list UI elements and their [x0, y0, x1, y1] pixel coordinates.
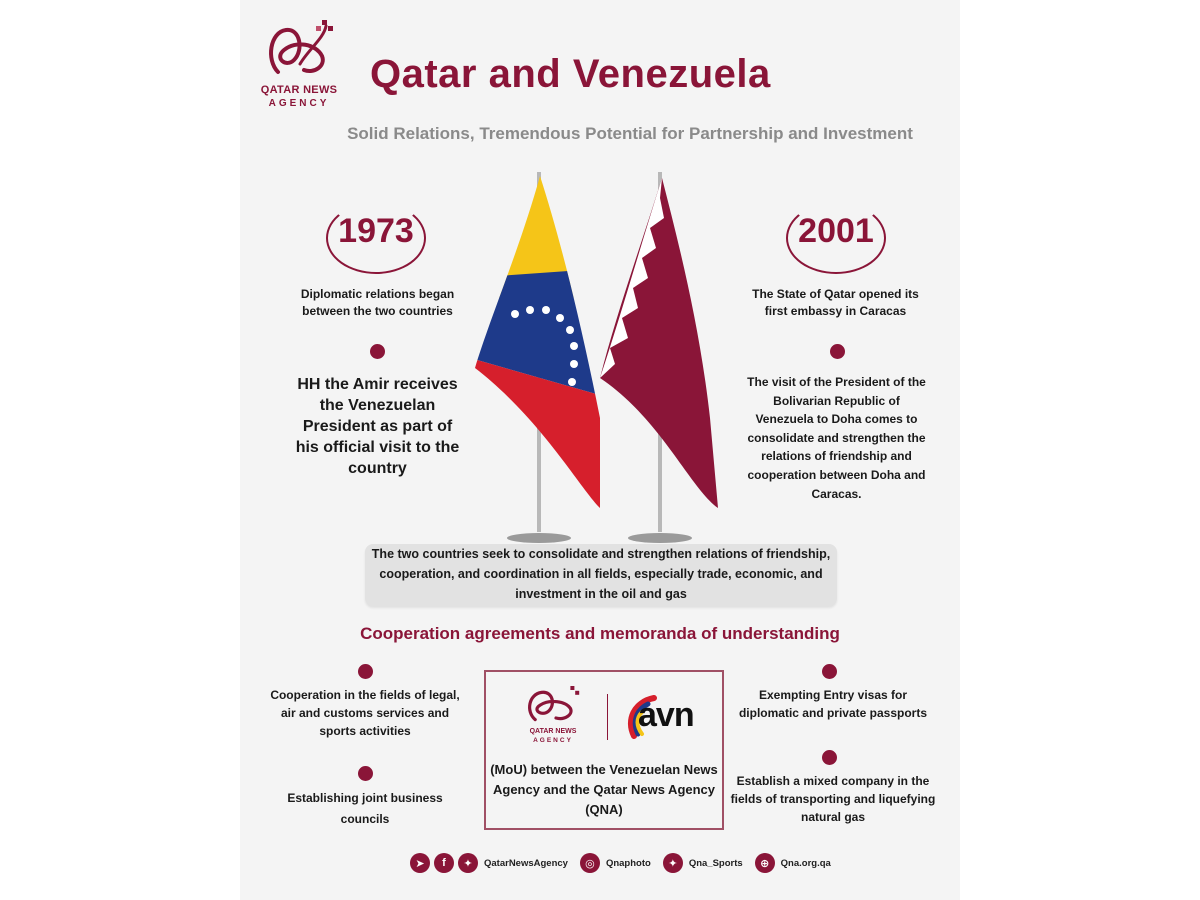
- logo-divider: [607, 694, 608, 740]
- mou-text: (MoU) between the Venezuelan News Agency and the Qatar News Agency (QNA): [490, 762, 718, 817]
- amir-visit-text: HH the Amir receives the Venezuelan President as part of his official visit to the country: [295, 376, 460, 477]
- logo-text-line1: QATAR NEWS: [260, 84, 338, 96]
- telegram-icon[interactable]: ➤: [410, 853, 430, 873]
- facebook-icon[interactable]: f: [434, 853, 454, 873]
- instagram-icon[interactable]: ◎: [580, 853, 600, 873]
- year-badge-1973: [326, 202, 426, 272]
- avn-logo: [624, 690, 714, 746]
- website-link[interactable]: Qna.org.qa: [780, 857, 831, 869]
- bullet-dot: [830, 344, 845, 359]
- bullet-dot: [822, 664, 837, 679]
- qna-emblem-icon: [524, 686, 580, 726]
- qna-emblem-icon: [264, 20, 334, 84]
- year-badge-2001: [786, 202, 886, 272]
- agreement-item-legal: Cooperation in the fields of legal, air and customs services and sports activities: [270, 688, 460, 738]
- page-subtitle: Solid Relations, Tremendous Potential for Partnership and Investment: [347, 124, 913, 143]
- bullet-dot: [358, 664, 373, 679]
- agreement-item-gas: Establish a mixed company in the fields of transporting and liquefying natural gas: [730, 774, 936, 824]
- infographic-poster: [240, 0, 960, 900]
- page-title: Qatar and Venezuela: [370, 52, 771, 96]
- qna-small-line1: QATAR NEWS: [529, 728, 577, 735]
- qna-logo: [260, 20, 338, 112]
- mou-box: [484, 670, 724, 830]
- handle-main[interactable]: QatarNewsAgency: [484, 857, 568, 869]
- flags-illustration: [470, 168, 730, 548]
- twitter-icon[interactable]: ✦: [458, 853, 478, 873]
- agreements-title: Cooperation agreements and memoranda of understanding: [360, 624, 840, 643]
- qna-small-line2: AGENCY: [533, 737, 573, 744]
- handle-photo[interactable]: Qnaphoto: [605, 857, 651, 869]
- handle-sports[interactable]: Qna_Sports: [688, 857, 743, 869]
- president-visit-text: The visit of the President of the Bolivarian Republic of Venezuela to Doha comes to consolidate and strengthen the relations of friendship and cooperation between Doha and Caracas.: [747, 375, 926, 501]
- twitter-icon[interactable]: ✦: [663, 853, 683, 873]
- globe-icon[interactable]: ⊕: [755, 853, 775, 873]
- agreement-item-business: Establishing joint business councils: [287, 791, 443, 826]
- year-2001: 2001: [798, 212, 874, 250]
- first-embassy-text: The State of Qatar opened its first embassy in Caracas: [752, 287, 919, 318]
- diplomatic-relations-text: Diplomatic relations began between the two countries: [300, 287, 455, 318]
- agreement-item-visas: Exempting Entry visas for diplomatic and private passports: [738, 688, 928, 720]
- qna-logo-small: [524, 686, 584, 748]
- year-1973: 1973: [338, 212, 414, 250]
- avn-wordmark: avn: [638, 696, 694, 734]
- logo-text-line2: AGENCY: [268, 98, 330, 109]
- bullet-dot: [370, 344, 385, 359]
- bullet-dot: [822, 750, 837, 765]
- bullet-dot: [358, 766, 373, 781]
- cooperation-banner: The two countries seek to consolidate and strengthen relations of friendship, cooperation, and coordination in all fields, especially trade, economic, and investment in the oil and gas: [365, 544, 837, 606]
- social-footer: [410, 850, 850, 876]
